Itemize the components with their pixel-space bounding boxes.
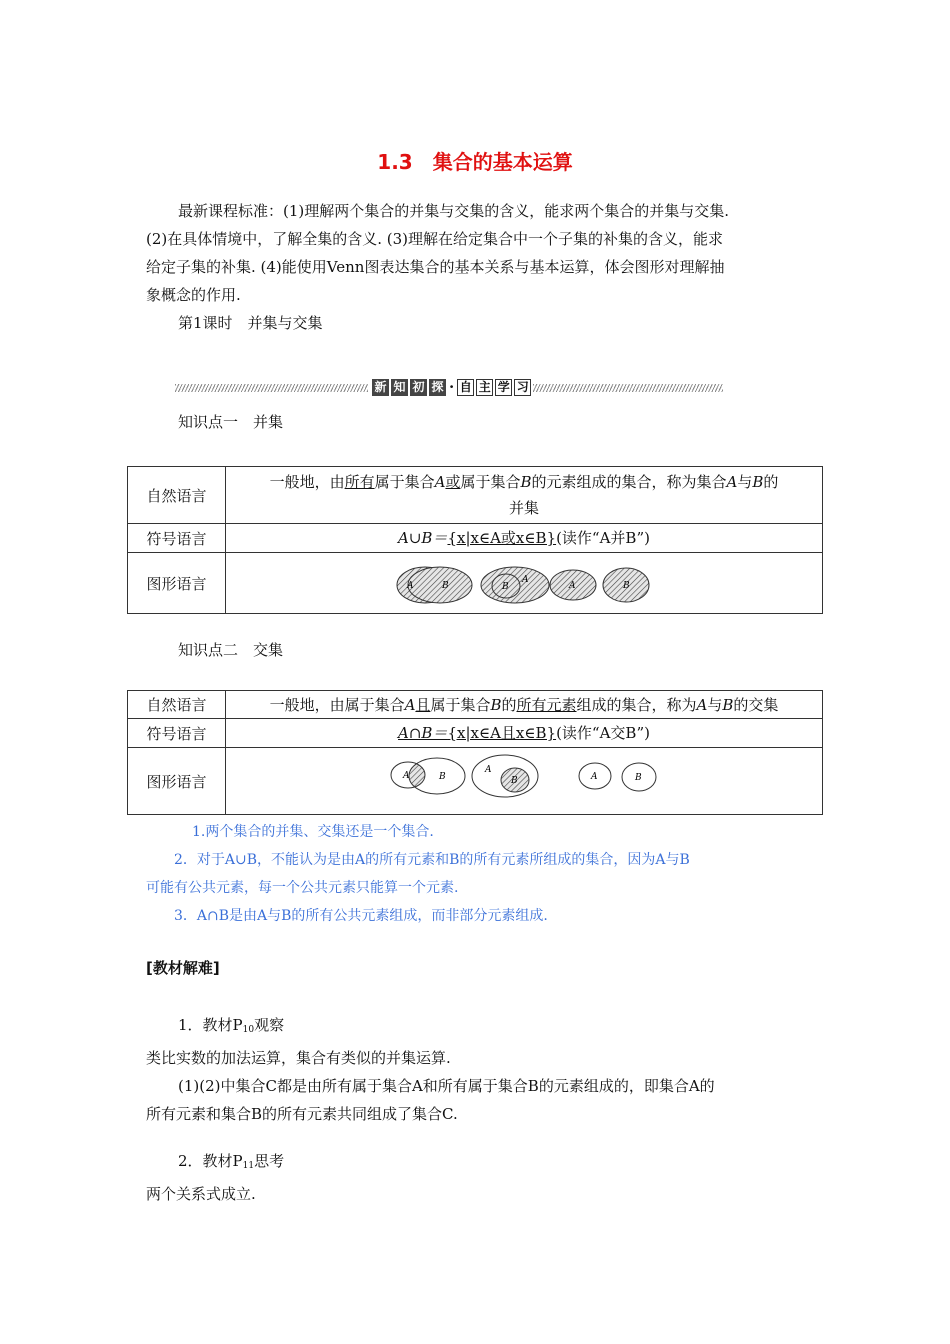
standard-line: (2)在具体情境中，了解全集的含义. (3)理解在给定集合中一个子集的补集的含义，能求 [146,230,724,248]
banner-char: 自 [457,379,474,396]
banner-char: 初 [410,379,427,396]
item-line: (1)(2)中集合C都是由所有属于集合A和所有属于集合B的元素组成的，即集合A的 [178,1077,715,1095]
page-title: 1.3 集合的基本运算 [377,150,573,174]
venn-disjoint-intersection [579,763,656,791]
banner-dot: · [449,378,455,396]
standard-line: 象概念的作用. [146,286,241,304]
svg-text:A: A [522,575,529,585]
svg-text:A: A [591,772,598,782]
symbol-cell: A∩B＝{x|x∈A且x∈B}(读作“A交B”) [226,719,823,748]
venn-cell [226,553,823,614]
item-title: 1．教材$P_{10}$观察 [178,1016,285,1035]
union-table [127,466,823,614]
note-item: 3．A∩B是由A与B的所有公共元素组成，而非部分元素组成. [174,908,548,924]
svg-text:A: A [403,771,410,781]
standard-line: 给定子集的补集. (4)能使用Venn图表达集合的基本关系与基本运算，体会图形对理解抽 [146,258,725,276]
venn-overlap-union [397,567,472,603]
row-label: 图形语言 [128,553,226,614]
svg-text:B: B [635,773,642,783]
notes-block [146,818,814,930]
venn-disjoint-union [550,568,649,602]
venn-subset-intersection [472,755,538,797]
banner-char: 主 [476,379,493,396]
banner-char: 探 [429,379,446,396]
svg-text:B: B [442,581,449,591]
venn-cell [226,748,823,815]
svg-text:A: A [485,765,492,775]
banner-char: 学 [495,379,512,396]
note-item: 2．对于A∪B，不能认为是由A的所有元素和B的所有元素所组成的集合，因为A与B [174,852,690,868]
symbol-cell: A∪B＝{x|x∈A或x∈B}(读作“A并B”) [226,524,823,553]
row-label: 符号语言 [128,719,226,748]
note-item: 1.两个集合的并集、交集还是一个集合. [192,824,434,840]
row-label: 符号语言 [128,524,226,553]
row-label: 自然语言 [128,691,226,719]
item-line: 所有元素和集合B的所有元素共同组成了集合C. [146,1105,458,1123]
intersection-venn-diagrams [226,748,822,814]
item-line: 类比实数的加法运算，集合有类似的并集运算. [146,1049,451,1067]
kp2-heading: 知识点二 交集 [178,641,284,659]
venn-overlap-intersection [391,758,465,794]
item-line: 两个关系式成立. [146,1185,256,1203]
svg-text:B: B [439,772,446,782]
svg-text:B: B [623,581,630,591]
item-title: 2．教材$P_{11}$思考 [178,1152,285,1171]
textbook-item-1 [146,1011,814,1128]
textbook-heading: [教材解难] [146,959,220,977]
row-label: 自然语言 [128,467,226,524]
banner-char: 知 [391,379,408,396]
union-venn-diagrams [226,553,822,613]
curriculum-standard [146,197,814,337]
banner-char: 习 [514,379,531,396]
note-item: 可能有公共元素，每一个公共元素只能算一个元素. [146,880,459,896]
textbook-item-2 [146,1147,814,1208]
kp1-heading: 知识点一 并集 [178,413,284,431]
svg-text:A: A [569,581,576,591]
svg-text:B: B [502,582,509,592]
venn-subset-union [481,567,549,603]
svg-text:A: A [407,581,414,591]
banner-char: 新 [372,379,389,396]
row-label: 图形语言 [128,748,226,815]
section-banner [175,378,723,398]
natural-language-cell: 一般地，由所有属于集合A或属于集合B的元素组成的集合，称为集合A与B的 并集 [226,467,823,524]
lesson-title: 第1课时 并集与交集 [178,314,323,332]
intersection-table [127,690,823,815]
svg-text:B: B [511,776,518,786]
natural-language-cell: 一般地，由属于集合A且属于集合B的所有元素组成的集合，称为A与B的交集 [226,691,823,719]
standard-line: 最新课程标准：(1)理解两个集合的并集与交集的含义，能求两个集合的并集与交集. [178,202,730,220]
